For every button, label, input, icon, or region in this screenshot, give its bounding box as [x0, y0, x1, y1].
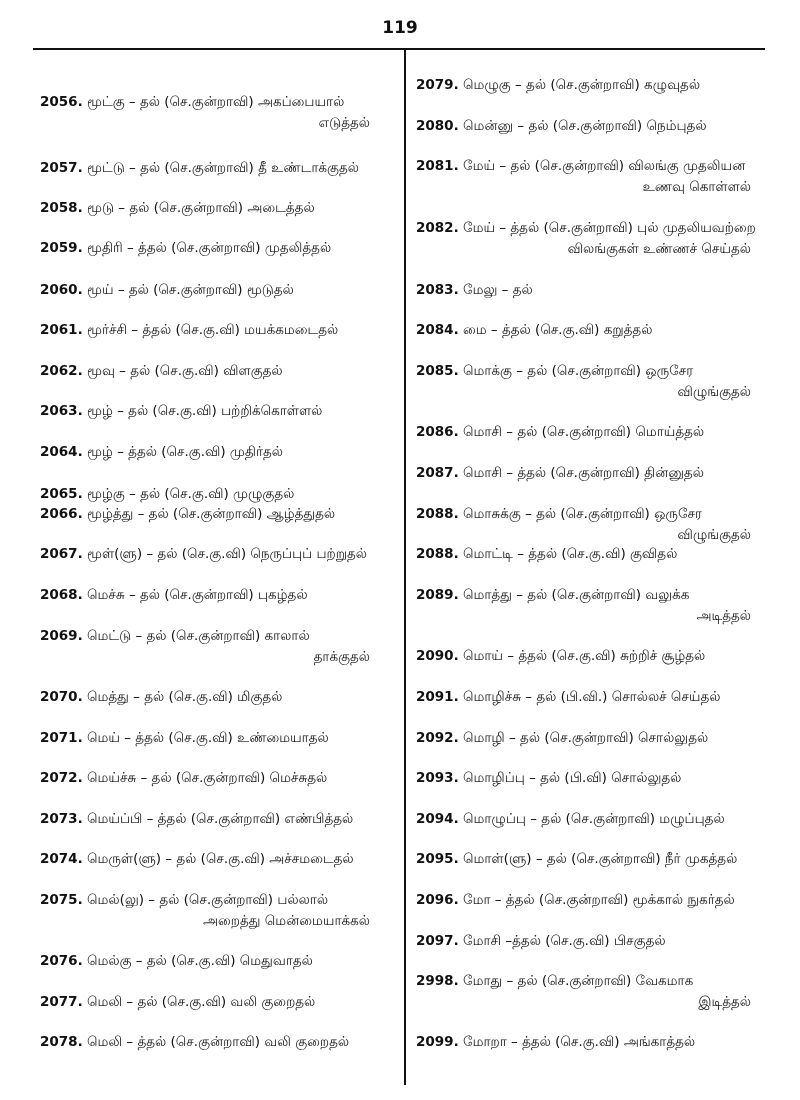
- entry-text: மூர்ச்சி – த்தல் (செ.கு.வி) மயக்கமடைதல்: [87, 322, 339, 338]
- dictionary-entry: [40, 626, 400, 668]
- entry-text: மெல்கு – தல் (செ.கு.வி) மெதுவாதல்: [87, 953, 313, 969]
- entry-text: மெல்(லு) – தல் (செ.குன்றாவி) பல்லால்: [87, 892, 329, 908]
- entry-number: 2077.: [40, 994, 83, 1010]
- dictionary-entry: [40, 320, 400, 341]
- dictionary-entry: [40, 585, 400, 606]
- dictionary-entry: [40, 442, 400, 463]
- entry-text: மூட்கு – தல் (செ.குன்றாவி) அகப்பையால்: [87, 94, 345, 110]
- entry-text: மொக்கு – தல் (செ.குன்றாவி) ஒருசேர: [463, 363, 694, 379]
- dictionary-entry: [416, 768, 791, 789]
- entry-text: மூள்(ளு) – தல் (செ.கு.வி) நெருப்புப் பற்றுதல்: [87, 546, 367, 562]
- entry-number: 2088.: [416, 506, 459, 522]
- entry-number: 2078.: [40, 1034, 83, 1050]
- entry-text-continuation: விழுங்குதல்: [677, 527, 751, 543]
- entry-number: 2998.: [416, 973, 459, 989]
- entry-text: மென்னு – தல் (செ.குன்றாவி) நெம்புதல்: [463, 118, 707, 134]
- entry-text: மூழ் – தல் (செ.கு.வி) பற்றிக்கொள்ளல்: [87, 403, 323, 419]
- dictionary-entry: [40, 728, 400, 749]
- entry-number: 2070.: [40, 689, 83, 705]
- dictionary-entry: [416, 116, 791, 137]
- entry-text: மெருள்(ளு) – தல் (செ.கு.வி) அச்சமடைதல்: [87, 851, 354, 867]
- column-divider: [404, 49, 406, 1085]
- dictionary-entry: [416, 544, 791, 565]
- entry-number: 2076.: [40, 953, 83, 969]
- entry-number: 2091.: [416, 689, 459, 705]
- dictionary-entry: [416, 728, 791, 749]
- dictionary-entry: [40, 484, 400, 505]
- dictionary-entry: [416, 320, 791, 341]
- dictionary-entry: [40, 992, 400, 1013]
- entry-number: 2095.: [416, 851, 459, 867]
- dictionary-entry: [40, 401, 400, 422]
- dictionary-entry: [416, 890, 791, 911]
- entry-text-continuation: இடித்தல்: [698, 994, 751, 1010]
- entry-text: மெய்ச்சு – தல் (செ.குன்றாவி) மெச்சுதல்: [87, 770, 328, 786]
- entry-number: 2065.: [40, 486, 83, 502]
- entry-number: 2064.: [40, 444, 83, 460]
- entry-text: மெழுகு – தல் (செ.குன்றாவி) கழுவுதல்: [463, 77, 701, 93]
- entry-text: மூய் – தல் (செ.குன்றாவி) மூடுதல்: [87, 282, 294, 298]
- entry-text: மொசுக்கு – தல் (செ.குன்றாவி) ஒருசேர: [463, 506, 702, 522]
- entry-number: 2069.: [40, 628, 83, 644]
- entry-text-continuation: விழுங்குதல்: [677, 384, 751, 400]
- entry-text: மெலி – த்தல் (செ.குன்றாவி) வலி குறைதல்: [87, 1034, 350, 1050]
- entry-number: 2073.: [40, 811, 83, 827]
- entry-number: 2068.: [40, 587, 83, 603]
- dictionary-entry: [40, 849, 400, 870]
- entry-text: மொழுப்பு – தல் (செ.குன்றாவி) மழுப்புதல்: [463, 811, 725, 827]
- entry-number: 2058.: [40, 200, 83, 216]
- entry-text-continuation: விலங்குகள் உண்ணச் செய்தல்: [567, 241, 751, 257]
- dictionary-entry: [40, 951, 400, 972]
- entry-text-continuation: அடித்தல்: [696, 608, 751, 624]
- dictionary-entry: [40, 768, 400, 789]
- dictionary-entry: [40, 92, 400, 134]
- entry-text: மை – த்தல் (செ.கு.வி) கறுத்தல்: [463, 322, 653, 338]
- entry-text: மெச்சு – தல் (செ.குன்றாவி) புகழ்தல்: [87, 587, 308, 603]
- entry-number: 2060.: [40, 282, 83, 298]
- dictionary-entry: [416, 463, 791, 484]
- entry-number: 2092.: [416, 730, 459, 746]
- entry-number: 2094.: [416, 811, 459, 827]
- entry-number: 2084.: [416, 322, 459, 338]
- entry-text: மேய் – தல் (செ.குன்றாவி) விலங்கு முதலியன: [463, 158, 746, 174]
- entry-text: மோது – தல் (செ.குன்றாவி) வேகமாக: [463, 973, 694, 989]
- dictionary-entry: [40, 361, 400, 382]
- entry-number: 2075.: [40, 892, 83, 908]
- dictionary-entry: [416, 504, 791, 546]
- page-number: 119: [382, 18, 418, 38]
- entry-number: 2085.: [416, 363, 459, 379]
- entry-text: மொழி – தல் (செ.குன்றாவி) சொல்லுதல்: [463, 730, 709, 746]
- entry-text: மேய் – த்தல் (செ.குன்றாவி) புல் முதலியவற்றை: [463, 220, 756, 236]
- dictionary-entry: [40, 890, 400, 932]
- dictionary-entry: [416, 1032, 791, 1053]
- entry-number: 2061.: [40, 322, 83, 338]
- entry-text: மொள்(ளு) – தல் (செ.குன்றாவி) நீர் முகத்தல்: [463, 851, 738, 867]
- entry-text: மொட்டி – த்தல் (செ.கு.வி) குவிதல்: [463, 546, 678, 562]
- dictionary-entry: [40, 198, 400, 219]
- dictionary-entry: [416, 687, 791, 708]
- dictionary-entry: [40, 1032, 400, 1053]
- entry-text: மொசி – த்தல் (செ.குன்றாவி) தின்னுதல்: [463, 465, 704, 481]
- entry-text: மேலு – தல்: [463, 282, 533, 298]
- dictionary-entry: [40, 280, 400, 301]
- entry-text-continuation: எடுத்தல்: [318, 115, 370, 131]
- entry-text: மெத்து – தல் (செ.கு.வி) மிகுதல்: [87, 689, 283, 705]
- entry-number: 2082.: [416, 220, 459, 236]
- entry-text: மொய் – த்தல் (செ.கு.வி) சுற்றிச் சூழ்தல்: [463, 648, 706, 664]
- entry-number: 2096.: [416, 892, 459, 908]
- entry-text: மொசி – தல் (செ.குன்றாவி) மொய்த்தல்: [463, 424, 705, 440]
- dictionary-entry: [416, 971, 791, 1013]
- entry-text: மோசி –த்தல் (செ.கு.வி) பிசகுதல்: [463, 933, 666, 949]
- entry-text: மூட்டு – தல் (செ.குன்றாவி) தீ உண்டாக்குதல்: [87, 160, 359, 176]
- entry-number: 2066.: [40, 506, 83, 522]
- dictionary-entry: [40, 504, 400, 525]
- dictionary-entry: [416, 422, 791, 443]
- entry-text: மூழ்கு – தல் (செ.கு.வி) முழுகுதல்: [87, 486, 295, 502]
- entry-text: மொழிப்பு – தல் (பி.வி) சொல்லுதல்: [463, 770, 682, 786]
- top-rule: [33, 48, 765, 50]
- entry-text: மோ – த்தல் (செ.குன்றாவி) மூக்கால் நுகர்தல்: [463, 892, 735, 908]
- dictionary-entry: [416, 849, 791, 870]
- entry-text: மூதிரி – த்தல் (செ.குன்றாவி) முதலித்தல்: [87, 240, 332, 256]
- dictionary-entry: [40, 687, 400, 708]
- entry-number: 2090.: [416, 648, 459, 664]
- entry-number: 2059.: [40, 240, 83, 256]
- entry-number: 2086.: [416, 424, 459, 440]
- entry-text: மெட்டு – தல் (செ.குன்றாவி) காலால்: [87, 628, 310, 644]
- entry-text-continuation: உணவு கொள்ளல்: [642, 179, 751, 195]
- entry-number: 2071.: [40, 730, 83, 746]
- entry-number: 2063.: [40, 403, 83, 419]
- entry-text: மூழ்த்து – தல் (செ.குன்றாவி) ஆழ்த்துதல்: [87, 506, 336, 522]
- entry-text: மெலி – தல் (செ.கு.வி) வலி குறைதல்: [87, 994, 316, 1010]
- entry-number: 2072.: [40, 770, 83, 786]
- entry-text: மூடு – தல் (செ.குன்றாவி) அடைத்தல்: [87, 200, 315, 216]
- entry-number: 2079.: [416, 77, 459, 93]
- entry-text-continuation: தாக்குதல்: [313, 649, 370, 665]
- entry-number: 2081.: [416, 158, 459, 174]
- dictionary-entry: [416, 75, 791, 96]
- entry-text: மெய்ப்பி – த்தல் (செ.குன்றாவி) எண்பித்தல்: [87, 811, 354, 827]
- entry-text: மெய் – த்தல் (செ.கு.வி) உண்மையாதல்: [87, 730, 329, 746]
- dictionary-entry: [416, 646, 791, 667]
- dictionary-entry: [416, 218, 791, 260]
- entry-text: மொத்து – தல் (செ.குன்றாவி) வலுக்க: [463, 587, 690, 603]
- entry-number: 2088.: [416, 546, 459, 562]
- entry-text: மொழிச்சு – தல் (பி.வி.) சொல்லச் செய்தல்: [463, 689, 721, 705]
- entry-number: 2062.: [40, 363, 83, 379]
- entry-number: 2080.: [416, 118, 459, 134]
- entry-number: 2067.: [40, 546, 83, 562]
- dictionary-entry: [416, 156, 791, 198]
- dictionary-entry: [40, 238, 400, 259]
- dictionary-entry: [416, 280, 791, 301]
- dictionary-entry: [40, 809, 400, 830]
- dictionary-entry: [40, 158, 400, 179]
- entry-number: 2097.: [416, 933, 459, 949]
- entry-number: 2083.: [416, 282, 459, 298]
- entry-text: மூழ் – த்தல் (செ.கு.வி) முதிர்தல்: [87, 444, 284, 460]
- entry-text: மோறா – த்தல் (செ.கு.வி) அங்காத்தல்: [463, 1034, 696, 1050]
- entry-number: 2087.: [416, 465, 459, 481]
- entry-number: 2057.: [40, 160, 83, 176]
- dictionary-entry: [416, 361, 791, 403]
- entry-number: 2089.: [416, 587, 459, 603]
- dictionary-entry: [40, 544, 400, 565]
- dictionary-entry: [416, 809, 791, 830]
- entry-number: 2074.: [40, 851, 83, 867]
- entry-number: 2099.: [416, 1034, 459, 1050]
- entry-text-continuation: அறைத்து மென்மையாக்கல்: [203, 913, 370, 929]
- entry-number: 2056.: [40, 94, 83, 110]
- dictionary-entry: [416, 931, 791, 952]
- entry-text: மூவு – தல் (செ.கு.வி) விளகுதல்: [87, 363, 283, 379]
- dictionary-entry: [416, 585, 791, 627]
- entry-number: 2093.: [416, 770, 459, 786]
